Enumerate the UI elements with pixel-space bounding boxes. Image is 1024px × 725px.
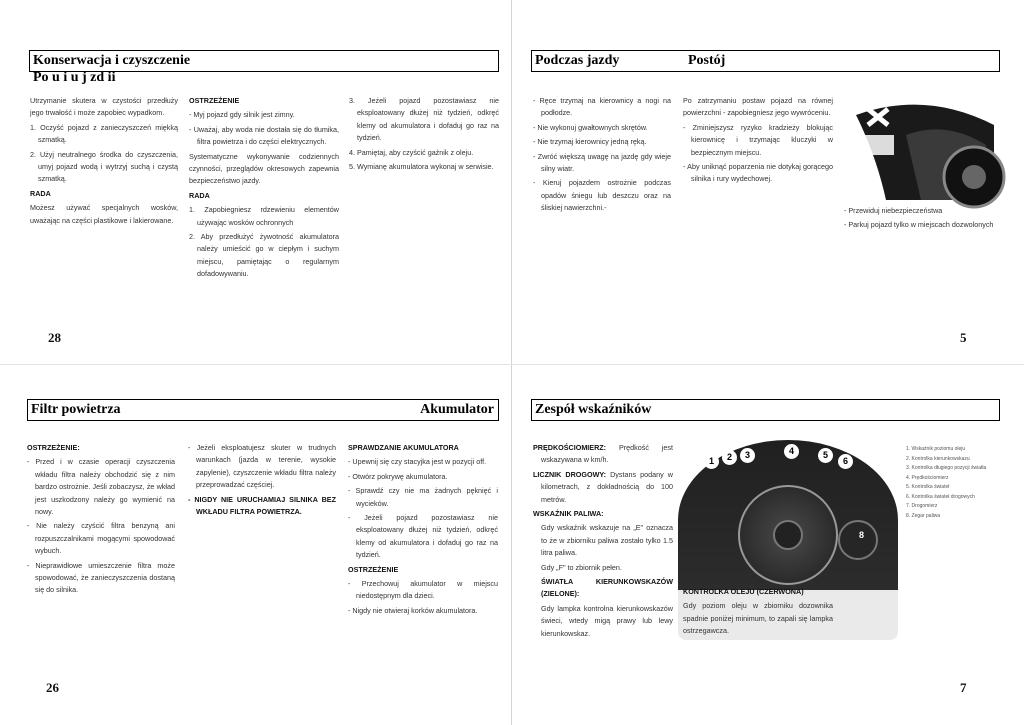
page-5-header <box>531 50 1000 72</box>
speedometer-text: Prędkość jest wskazywana w km/h. <box>541 443 673 465</box>
page-26-header <box>27 399 499 421</box>
list-item: - Zminiejszysz ryzyko kradzieży blokując kierownicę i trzymając kluczyki w bezpiecznym miejscu. <box>683 122 833 157</box>
list-item: - Nie wykonuj gwałtownych skrętów. <box>533 122 648 132</box>
paragraph: Utrzymanie skutera w czystości przedłuży jego trwałość i może zapobiec wypadkom. <box>30 96 178 118</box>
list-item: 2. Użyj neutralnego środka do czyszczenia, umyj pojazd wodą i wytrzyj suchą i czystą szmatką. <box>30 149 178 184</box>
list-item: - Myj pojazd gdy silnik jest zimny. <box>189 110 295 120</box>
marker-1: 1 <box>704 454 719 469</box>
page-26-title: Filtr powietrza <box>31 402 121 417</box>
list-item: - Upewnij się czy stacyjka jest w pozycji off. <box>348 457 487 467</box>
turn-signal-heading: ŚWIATŁA KIERUNKOWSKAZÓW (ZIELONE): <box>541 577 673 599</box>
list-item: 4. Pamiętaj, aby czyścić gaźnik z oleju. <box>349 147 474 157</box>
list-item: - Aby uniknąć poparzenia nie dotykaj gorącego silnika i rury wydechowej. <box>683 162 833 184</box>
page-7-title: Zespół wskaźników <box>535 402 652 417</box>
page-5-col2 <box>683 95 833 188</box>
list-item: - Zwróć większą uwagę na jazdę gdy wieje silny wiatr. <box>533 151 671 174</box>
page-number-7: 7 <box>960 680 967 695</box>
subheading: SPRAWDZANIE AKUMULATORA <box>348 443 459 452</box>
fuel-gauge-text-full: Gdy „F" to zbiornik pełen. <box>541 562 622 572</box>
page-5-col1 <box>533 95 671 217</box>
page-26-col2 <box>188 442 336 520</box>
list-item: - Ręce trzymaj na kierownicy a nogi na podłodze. <box>533 96 671 118</box>
odometer-window <box>773 520 803 550</box>
marker-3: 3 <box>740 448 755 463</box>
page-7-header <box>531 399 1000 421</box>
parked-scooter-photo <box>846 95 994 200</box>
legend-item: 6. Kontrolka świateł drogowych <box>906 493 975 500</box>
page-number-28: 28 <box>48 330 61 345</box>
legend-item: 3. Kontrolka długiego pozycji światła <box>906 465 987 471</box>
oil-light-text: Gdy poziom oleju w zbiorniku dozownika spadnie poniżej minimum, to zapali się lampka ostrzegawcza. <box>683 601 833 636</box>
page-gutter <box>511 0 512 725</box>
page-5-title: Podczas jazdy <box>535 53 620 68</box>
list-item: - Przewiduj niebezpieczeństwa <box>844 206 943 215</box>
subheading: OSTRZEŻENIE <box>189 96 240 105</box>
page-7-legend <box>906 446 998 522</box>
marker-6: 6 <box>838 454 853 469</box>
odometer-text: Dystans podany w kilometrach, z dokładnością do 100 metrów. <box>541 469 674 504</box>
paragraph: Po zatrzymaniu postaw pojazd na równej powierzchni - zapobiegniesz jego wywróceniu. <box>683 96 833 118</box>
list-item: - Nigdy nie otwieraj korków akumulatora. <box>348 605 478 615</box>
legend-item: 4. Prędkościomierz <box>906 474 949 481</box>
legend-item: 7. Drogomierz <box>906 503 938 509</box>
page-5-col3 <box>844 205 998 234</box>
marker-2: 2 <box>722 450 737 465</box>
list-item: - Nie trzymaj kierownicy jedną ręką. <box>533 137 647 147</box>
subheading: OSTRZEŻENIE <box>348 564 399 574</box>
list-item: - Kieruj pojazdem ostrożnie podczas opadów śniegu lub deszczu oraz na śliskiej nawierzchni.- <box>533 178 671 213</box>
legend-item: 2. Kontrolka kierunkowskazu <box>906 455 970 462</box>
turn-signal-text: Gdy lampka kontrolna kierunkowskazów świeci, wtedy migą prawy lub lewy kierunkowskaz. <box>541 603 673 638</box>
list-item: - Jeżeli pojazd pozostawiasz nie eksploatowany dłużej niż tydzień, odkręć klemy od akumulatora i dofaduj go raz na tydzień. <box>348 513 498 560</box>
oil-light-heading: KONTROLKA OLEJU (CZERWONA) <box>683 587 804 596</box>
marker-5: 5 <box>818 448 833 463</box>
page-26-col1 <box>27 442 175 599</box>
list-item: 1. Zapobiegniesz rdzewieniu elementów używając wosków ochronnych <box>189 205 339 227</box>
list-item: - Jeżeli eksploatujesz skuter w trudnych warunkach (jazda w terenie, wysokie zapylenie), czyszczenie wkładu filtra należy przeprowadzać częściej. <box>188 443 336 490</box>
speedometer-heading: PRĘDKOŚCIOMIERZ: <box>533 443 607 452</box>
page-28-col2 <box>189 95 339 283</box>
page-5-title-right: Postój <box>688 53 726 68</box>
page-number-26: 26 <box>46 680 59 695</box>
list-item: - Przed i w czasie operacji czyszczenia wkładu filtra należy obchodzić się z nim bardzo ostrożnie. Jeśli zobaczysz, że wkład jest uszkodzony należy go wymienić na nowy. <box>27 457 175 517</box>
legend-item: 8. Zegar paliwa <box>906 512 941 519</box>
paragraph: Możesz używać specjalnych wosków, uważając na części plastikowe i lakierowane. <box>30 203 178 225</box>
list-item: 1. Oczyść pojazd z zanieczyszczeń miękką szmatką. <box>30 122 178 145</box>
list-item: - Nie należy czyścić filtra benzyną ani rozpuszczalnikami mogącymi spowodować wybuch. <box>27 521 175 556</box>
page-26-col3 <box>348 442 498 619</box>
page-28-header-cut-text: Po u i u j zd ii <box>33 70 116 85</box>
subheading: RADA <box>30 188 51 198</box>
legend-item: 1. Wskaźnik poziomu oleju <box>906 446 966 452</box>
page-7-col2 <box>683 586 833 640</box>
marker-4: 4 <box>784 444 799 459</box>
legend-item: 5. Kontrolka świateł <box>906 484 950 490</box>
odometer-heading: LICZNIK DROGOWY: <box>533 469 607 479</box>
subheading: RADA <box>189 190 210 200</box>
list-item: - Nieprawidłowe umieszczenie filtra może spowodować, że zanieczyszczenia dostaną się do silnika. <box>27 560 175 595</box>
marker-8: 8 <box>858 530 864 540</box>
list-item: - Uważaj, aby woda nie dostała się do tłumika, filtra powietrza i do części elektrycznych. <box>189 124 339 147</box>
list-item: 5. Wymianę akumulatora wykonaj w serwisie. <box>349 162 494 172</box>
list-item: 2. Aby przedłużyć żywotność akumulatora należy umieścić go w ciepłym i suchym miejscu, pamiętając o regularnym dofadowywaniu. <box>189 232 339 279</box>
warning-text: - NIGDY NIE URUCHAMIAJ SILNIKA BEZ WKŁADU FILTRA POWIETRZA. <box>188 494 336 517</box>
list-item: - Parkuj pojazd tylko w miejscach dozwolonych <box>844 220 994 230</box>
fuel-gauge-heading: WSKAŹNIK PALIWA: <box>533 509 604 519</box>
page-26-title-right: Akumulator <box>420 402 494 417</box>
list-item: 3. Jeżeli pojazd pozostawiasz nie eksploatowany dłużej niż tydzień, odkręć klemy od akumulatora i dofaduj go raz na tydzień. <box>349 96 499 143</box>
list-item: - Sprawdź czy nie ma żadnych pęknięć i wycieków. <box>348 486 498 508</box>
list-item: - Otwórz pokrywę akumulatora. <box>348 471 448 481</box>
page-28-col1 <box>30 95 178 229</box>
page-number-5: 5 <box>960 330 967 345</box>
list-item: - Przechowuj akumulator w miejscu niedostępnym dla dzieci. <box>348 579 498 601</box>
page-28-header <box>29 50 499 85</box>
subheading: OSTRZEŻENIE: <box>27 443 80 452</box>
row-separator <box>0 364 1024 365</box>
page-7-col1 <box>533 442 673 642</box>
fuel-gauge-text: Gdy wskaźnik wskazuje na „E" oznacza to że w zbiorniku paliwa zostało tylko 1.5 litra paliwa. <box>541 523 673 558</box>
paragraph: Systematyczne wykonywanie codziennych czynności, przeglądów okresowych zapewnia bezpieczeństwo jazdy. <box>189 151 339 186</box>
page-28-title: Konserwacja i czyszczenie <box>33 53 191 68</box>
page-28-col3 <box>349 95 499 175</box>
